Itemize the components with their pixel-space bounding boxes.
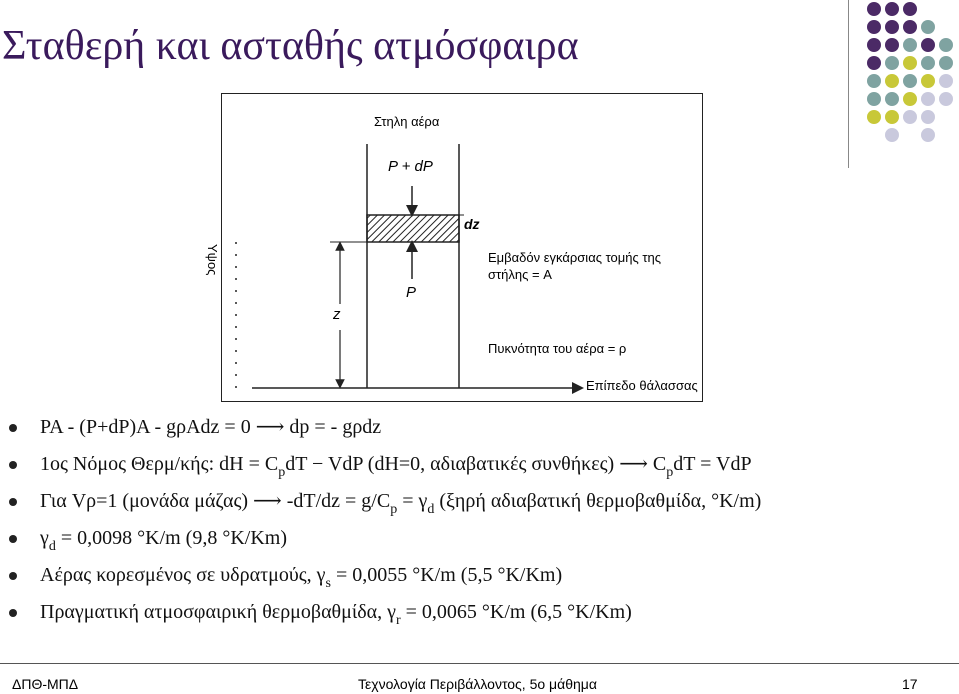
air-column-svg bbox=[222, 94, 702, 401]
density-label: Πυκνότητα του αέρα = ρ bbox=[488, 341, 627, 356]
decor-dot bbox=[867, 2, 881, 16]
decor-dot bbox=[885, 56, 899, 70]
decor-dot bbox=[939, 92, 953, 106]
list-item: Για Vρ=1 (μονάδα μάζας) ⟶ $-dT/dz = g/C_p = \gamma_d$ (ξηρή αδιαβατική θερμοβαθμίδα, °K/m) bbox=[0, 490, 959, 527]
decor-dot bbox=[903, 38, 917, 52]
decor-dot bbox=[921, 92, 935, 106]
list-item: Πραγματική ατμοσφαιρική θερμοβαθμίδα, $\gamma_r = 0,0065$ °K/m (6,5 °K/Km) bbox=[0, 601, 959, 638]
decor-dot bbox=[885, 74, 899, 88]
z-label: z bbox=[333, 306, 341, 323]
decor-dot bbox=[885, 110, 899, 124]
bullet-list bbox=[0, 416, 959, 638]
air-column-diagram bbox=[205, 93, 703, 402]
decor-dot bbox=[903, 110, 917, 124]
decor-dot bbox=[939, 38, 953, 52]
height-label: Υψος bbox=[205, 244, 220, 276]
footer-divider bbox=[0, 663, 959, 664]
area-label-line2: στήλης = A bbox=[488, 267, 552, 282]
dz-label: dz bbox=[464, 216, 480, 232]
decor-dot bbox=[867, 38, 881, 52]
decor-dot bbox=[885, 20, 899, 34]
slide-title: Σταθερή και ασταθής ατμόσφαιρα bbox=[2, 23, 579, 69]
decor-vertical-line bbox=[848, 0, 849, 168]
decor-dot bbox=[867, 20, 881, 34]
decor-dot bbox=[939, 56, 953, 70]
decor-dot bbox=[903, 20, 917, 34]
decor-dot bbox=[921, 128, 935, 142]
decor-dot bbox=[885, 92, 899, 106]
decor-dot bbox=[921, 110, 935, 124]
bullet-dot-icon bbox=[9, 461, 17, 469]
decor-dot bbox=[867, 74, 881, 88]
decor-dot bbox=[903, 2, 917, 16]
decor-dot bbox=[939, 74, 953, 88]
footer-course: Τεχνολογία Περιβάλλοντος, 5ο μάθημα bbox=[358, 676, 597, 692]
decor-dot bbox=[921, 38, 935, 52]
footer-institution: ΔΠΘ-ΜΠΔ bbox=[12, 676, 79, 692]
list-item: PA - (P+dP)A - gρAdz = 0 ⟶ dp = - gρdz bbox=[0, 416, 959, 453]
bullet-dot-icon bbox=[9, 572, 17, 580]
page-number: 17 bbox=[902, 676, 918, 692]
area-label-line1: Εμβαδόν εγκάρσιας τομής της bbox=[488, 250, 661, 265]
decor-dot bbox=[867, 110, 881, 124]
decor-dot bbox=[903, 74, 917, 88]
column-label: Στηλη αέρα bbox=[374, 114, 440, 129]
decor-dot bbox=[921, 56, 935, 70]
bullet-dot-icon bbox=[9, 535, 17, 543]
decor-dot bbox=[903, 56, 917, 70]
decor-dot bbox=[885, 2, 899, 16]
decor-dot bbox=[921, 20, 935, 34]
decor-dot bbox=[867, 92, 881, 106]
decor-dot bbox=[903, 92, 917, 106]
decor-dot bbox=[885, 38, 899, 52]
decor-dot bbox=[885, 128, 899, 142]
list-item: $\gamma_d = 0,0098$ °K/m (9,8 °K/Km) bbox=[0, 527, 959, 564]
decor-dot bbox=[921, 74, 935, 88]
decor-dot-grid bbox=[860, 0, 959, 150]
bullet-dot-icon bbox=[9, 609, 17, 617]
bottom-pressure-label: P bbox=[406, 284, 417, 301]
list-item: Αέρας κορεσμένος σε υδρατμούς, $\gamma_s = 0,0055$ °K/m (5,5 °K/Km) bbox=[0, 564, 959, 601]
bullet-dot-icon bbox=[9, 424, 17, 432]
bullet-dot-icon bbox=[9, 498, 17, 506]
sea-level-label: Επίπεδο θάλασσας bbox=[586, 378, 698, 393]
list-item: 1ος Νόμος Θερμ/κής: dH = $C_pdT$ − VdP (dH=0, αδιαβατικές συνθήκες) ⟶ $C_pdT$ = VdP bbox=[0, 453, 959, 490]
decor-dot bbox=[867, 56, 881, 70]
dz-slab bbox=[367, 215, 459, 242]
top-pressure-label: P + dP bbox=[388, 158, 433, 175]
